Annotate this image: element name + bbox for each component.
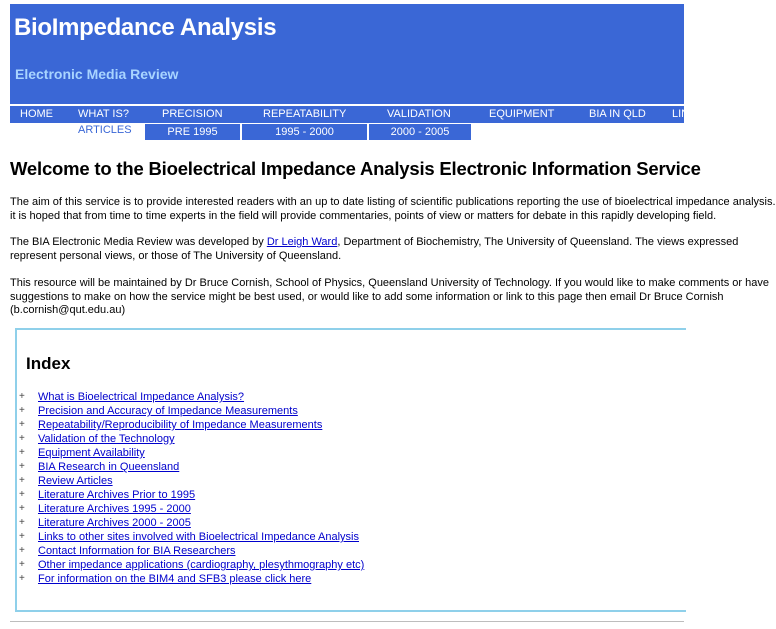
plus-bullet-icon: + <box>19 419 25 430</box>
intro-line-2: it is hoped that from time to time experts in the field will provide commentaries, points of view or matters for debate in this rapidly developing field. <box>10 209 717 222</box>
nav-home[interactable]: HOME <box>20 108 53 120</box>
nav-links[interactable]: LINKS <box>672 108 704 120</box>
plus-bullet-icon: + <box>19 573 25 584</box>
index-link-bia-research-qld[interactable]: BIA Research in Queensland <box>38 461 180 473</box>
developer-line-1 <box>10 236 738 250</box>
developer-line-2: represent personal views, or those of The University of Queensland. <box>10 249 342 262</box>
nav-precision[interactable]: PRECISION <box>162 108 223 120</box>
index-link-bim4-sfb3[interactable]: For information on the BIM4 and SFB3 please click here <box>38 573 312 585</box>
index-link-archives-2000-2005[interactable]: Literature Archives 2000 - 2005 <box>38 517 191 529</box>
plus-bullet-icon: + <box>19 517 25 528</box>
subnav-articles-label: ARTICLES <box>78 124 132 136</box>
plus-bullet-icon: + <box>19 489 25 500</box>
main-nav <box>10 106 704 123</box>
subnav-pre-1995[interactable]: PRE 1995 <box>145 124 240 140</box>
developer-paragraph <box>10 236 738 263</box>
plus-bullet-icon: + <box>19 475 25 486</box>
site-subtitle: Electronic Media Review <box>15 66 179 82</box>
site-header <box>10 4 684 104</box>
index-link-other-sites[interactable]: Links to other sites involved with Bioelectrical Impedance Analysis <box>38 531 359 543</box>
plus-bullet-icon: + <box>19 391 25 402</box>
maintainer-line-2: suggestions to make on how the service might be best used, or would like to add some information or link to this page then email Dr Bruce Cornish <box>10 290 724 303</box>
plus-bullet-icon: + <box>19 531 25 542</box>
intro-line-1: The aim of this service is to provide interested readers with an up to date listing of scientific publications reporting the use of bioelectrical impedance analysis. <box>10 196 776 208</box>
page-title: Welcome to the Bioelectrical Impedance Analysis Electronic Information Service <box>10 158 701 179</box>
maintainer-line-1: This resource will be maintained by Dr Bruce Cornish, School of Physics, Queensland University of Technology. If you would like to make comments or have <box>10 277 769 289</box>
bottom-divider <box>10 621 684 622</box>
index-link-archives-1995-2000[interactable]: Literature Archives 1995 - 2000 <box>38 503 191 515</box>
subnav-1995-2000[interactable]: 1995 - 2000 <box>242 124 367 140</box>
nav-validation[interactable]: VALIDATION <box>387 108 451 120</box>
index-link-precision[interactable]: Precision and Accuracy of Impedance Measurements <box>38 405 298 417</box>
index-link-archives-pre-1995[interactable]: Literature Archives Prior to 1995 <box>38 489 196 501</box>
nav-what-is[interactable]: WHAT IS? <box>78 108 129 120</box>
plus-bullet-icon: + <box>19 503 25 514</box>
leigh-ward-link[interactable]: Dr Leigh Ward <box>266 236 338 248</box>
plus-bullet-icon: + <box>19 545 25 556</box>
plus-bullet-icon: + <box>19 433 25 444</box>
plus-bullet-icon: + <box>19 559 25 570</box>
plus-bullet-icon: + <box>19 405 25 416</box>
index-link-what-is-bia[interactable]: What is Bioelectrical Impedance Analysis? <box>38 391 245 403</box>
developer-text-before: The BIA Electronic Media Review was developed by <box>10 236 267 248</box>
index-link-equipment[interactable]: Equipment Availability <box>38 447 145 459</box>
index-link-review-articles[interactable]: Review Articles <box>38 475 113 487</box>
index-link-contact-info[interactable]: Contact Information for BIA Researchers <box>38 545 236 557</box>
site-title: BioImpedance Analysis <box>14 14 277 41</box>
subnav-2000-2005[interactable]: 2000 - 2005 <box>369 124 471 140</box>
maintainer-paragraph <box>10 277 769 318</box>
nav-bia-in-qld[interactable]: BIA IN QLD <box>589 108 646 120</box>
index-link-repeatability[interactable]: Repeatability/Reproducibility of Impedance Measurements <box>38 419 323 431</box>
nav-repeatability[interactable]: REPEATABILITY <box>263 108 347 120</box>
intro-paragraph <box>10 196 776 223</box>
index-link-validation[interactable]: Validation of the Technology <box>38 433 175 445</box>
developer-text-after: , Department of Biochemistry, The University of Queensland. The views expressed <box>337 236 739 248</box>
index-link-other-applications[interactable]: Other impedance applications (cardiography, plesythmography etc) <box>38 559 365 571</box>
index-heading: Index <box>26 354 71 373</box>
plus-bullet-icon: + <box>19 461 25 472</box>
plus-bullet-icon: + <box>19 447 25 458</box>
maintainer-email: (b.cornish@qut.edu.au) <box>10 304 126 316</box>
index-panel <box>15 328 686 612</box>
nav-equipment[interactable]: EQUIPMENT <box>489 108 555 120</box>
